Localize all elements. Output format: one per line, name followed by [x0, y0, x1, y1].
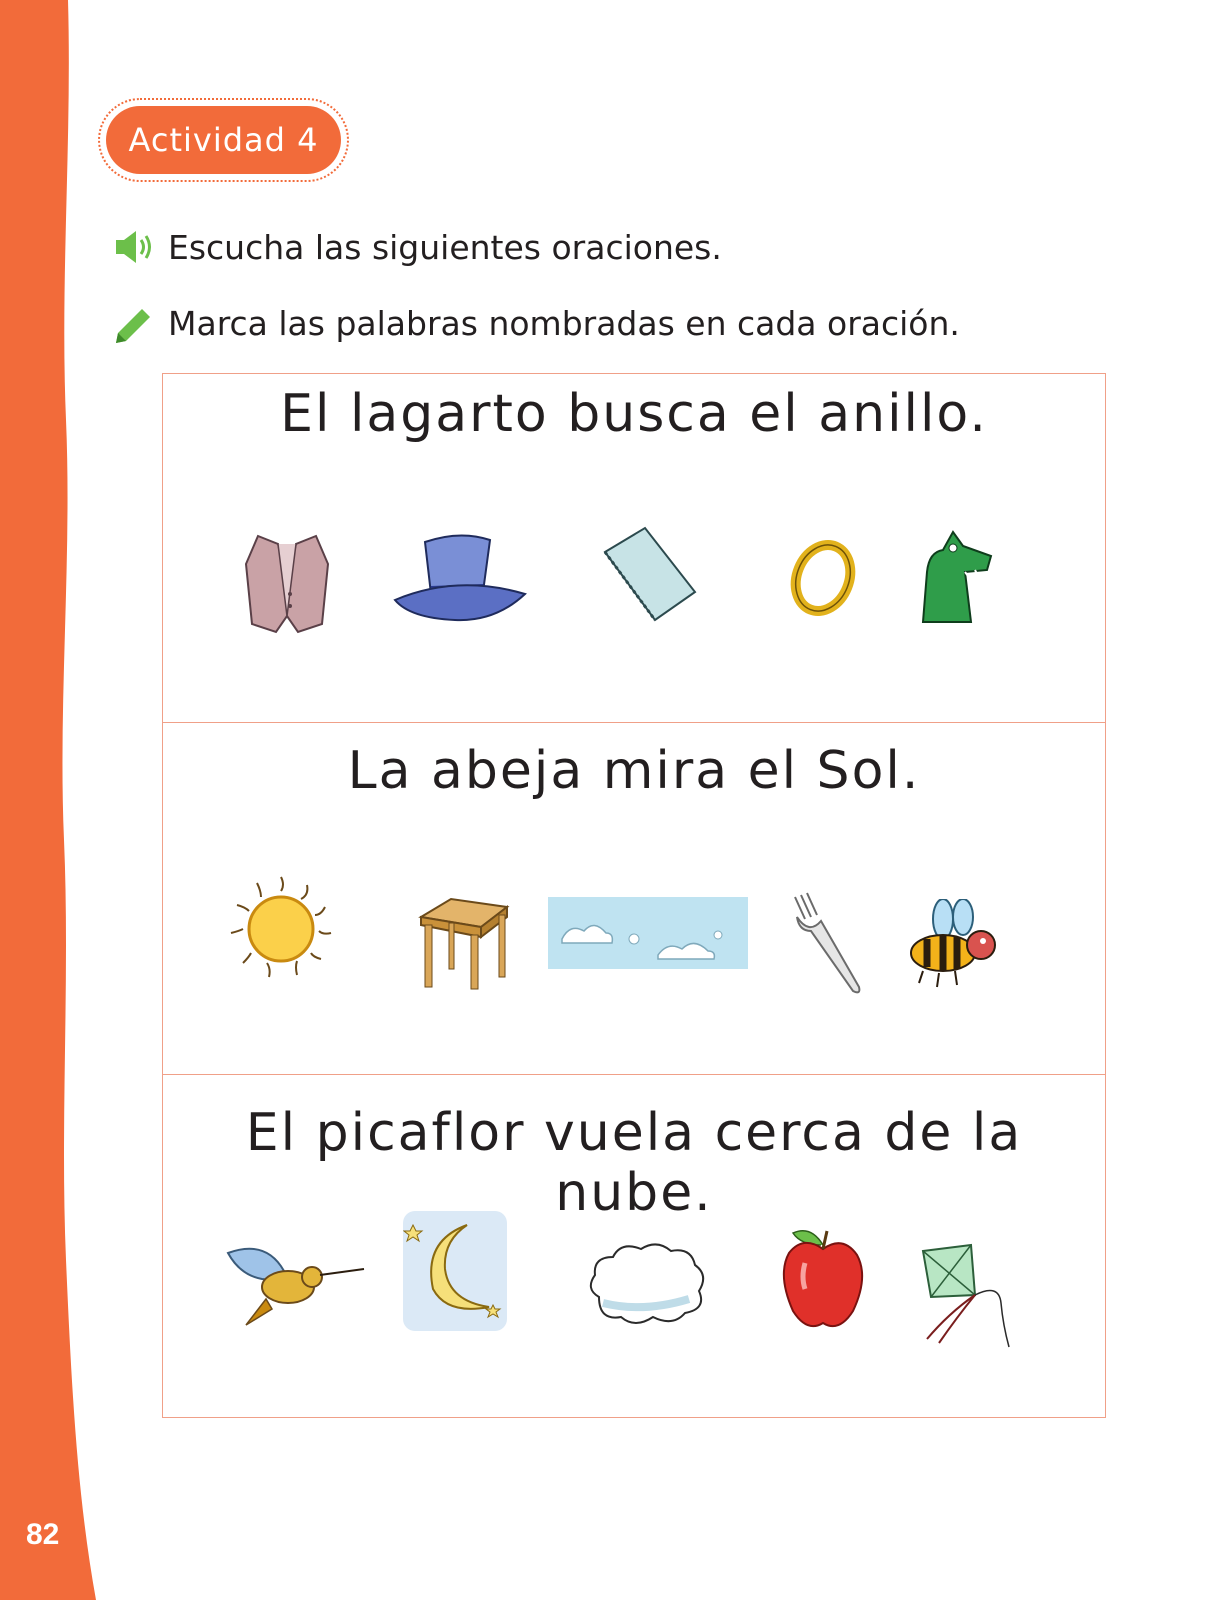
kite-icon[interactable] — [919, 1243, 1015, 1353]
sky-icon[interactable] — [548, 893, 748, 973]
cloud-icon[interactable] — [583, 1237, 709, 1329]
side-band — [0, 0, 110, 1600]
hat-icon[interactable] — [365, 522, 545, 632]
exercise-row — [163, 722, 1105, 1074]
pencil-icon — [112, 301, 156, 345]
fork-icon[interactable] — [781, 891, 871, 1001]
instruction-text: Marca las palabras nombradas en cada oración. — [168, 303, 960, 343]
exercise-box — [162, 373, 1106, 1418]
page-number: 82 — [26, 1518, 60, 1551]
vest-icon[interactable] — [238, 524, 336, 642]
speaker-icon — [112, 225, 156, 269]
activity-label: Actividad 4 — [106, 106, 341, 174]
sentence: La abeja mira el Sol. — [347, 741, 921, 801]
table-icon[interactable] — [411, 893, 511, 993]
ring-icon[interactable] — [783, 532, 863, 622]
apple-icon[interactable] — [771, 1215, 877, 1337]
instruction-mark — [112, 298, 960, 348]
hummingbird-icon[interactable] — [206, 1225, 366, 1335]
instruction-text: Escucha las siguientes oraciones. — [168, 227, 722, 267]
sun-icon[interactable] — [221, 871, 341, 989]
exercise-row — [163, 1074, 1105, 1417]
bee-icon[interactable] — [903, 899, 1007, 995]
sentence: El picaflor vuela cerca de la nube. — [245, 1103, 1023, 1223]
alligator-icon[interactable] — [913, 522, 993, 630]
sentence: El lagarto busca el anillo. — [280, 384, 988, 444]
notebook-icon[interactable] — [595, 522, 705, 632]
moon-icon[interactable] — [403, 1211, 507, 1331]
instruction-listen — [112, 222, 722, 272]
activity-badge — [98, 98, 349, 182]
exercise-row — [163, 374, 1105, 722]
